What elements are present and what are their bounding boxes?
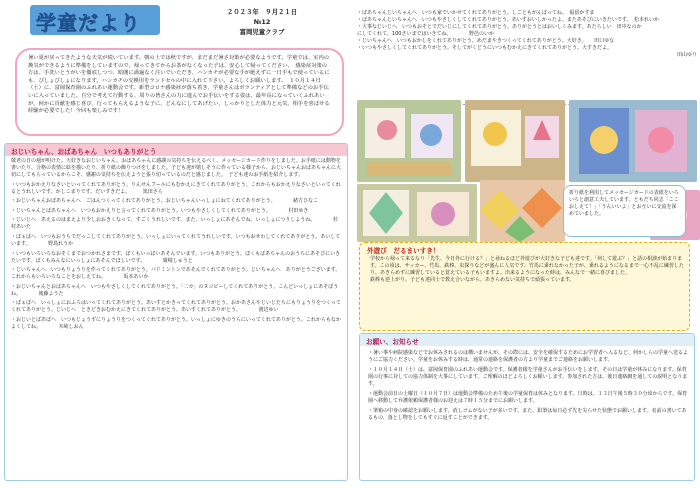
intro-box — [15, 48, 344, 136]
photo-caption — [563, 185, 686, 237]
notices-header — [360, 334, 694, 346]
issue-date: ２０２３年 ９月２１日 — [226, 8, 298, 16]
issue-number: №12 — [253, 18, 271, 26]
message-item: ・おじいとばあばへ いつもじょうずにりょうりをつくってくれてありがとう。いっしょにゆきのうらにいってくれてありがとう。これからもなかよくしてね。 木崎しおん — [11, 316, 341, 330]
message-item: ・じいちゃんとばあちゃんへ いつもおかえりと言ってくれてありがとう。いつもやさしくしてくれてありがとう。 村田ゆき — [11, 207, 309, 214]
photo-pinwheels — [357, 184, 477, 242]
message-line: ・いつもやさしくしてくれてありがとう。そしてがくどうにいつもむかえにきてくれてありがとう。大すきだよ。 — [357, 45, 613, 51]
notice-item: ・運動会前日の土曜日（１０月７日）は運動会準備のため午後の学童保育は休みとなります。日時は、１３日午後５時３０分頃からです。保育園へ移動して弁護依頼保護者様のお迎えは７時１５分までにお願いします。 — [368, 391, 688, 404]
outdoor-play-title: 外遊び だるまいすき！ — [367, 247, 440, 255]
notices-heading: お願い、お知らせ — [366, 337, 419, 346]
photo-origami — [480, 180, 565, 242]
photo-cards — [569, 100, 697, 182]
intro-text: 暑い夏が戻ってきたような天気が続いています。朝の上では秋ですが、まだまだ暑さ対策が必要なようです。学童では、室内の換気ができるように準備をしていますので、帰ってきてからお茶がなくなった子は、安心して帰ってください。 感染症対策の方は、手洗いとうがいを徹底しつつ、暗闇に満遍なく注いでいただき、ハンカチが必要な手が絶えずに一日手もで使っているにも、びしょびしょになります。ハンカチの交換用をランドセルの中に入れて下さい。よろしくお願いします。 １０月１４日（土）に、富岡保育園のふれあい運動会です。新型コロナ感染症が落ち着き、学童さんはボランティアとして準備などのお手伝いに入っていました。自分で考えて行動する、周りの皆さんの力に進んでお手伝いをする姿は、最年長になっていくふれあいが、何かに貢献を感じ喜び、行ってもらえるような子に、どんなにしてあげたい、しっかりとした体力と元気、相手を喜ばせる経験が必要でした！今回も楽しみです！ — [28, 55, 330, 115]
message-line: ・ばあちゃんじいちゃんへ いつも家でいかせてくれてありがとう。しごともがんばってね。 福留かすま — [357, 10, 595, 16]
outdoor-play-body: 学校から帰って来るなり「先生、今日外に行ける？」と尋ねるほど外遊びが大好きな子ども達です。「何して遊ぶ？」と話の相談が始まります。この頃は、サッカー、竹馬、鉄棒、虫探りなどが盛んに人気です。竹馬に乗れなかった子が、乗れるようになるまで一心不乱に練習したり、あきらめずに練習していると覚えている子もいますよ。出来るようになった時は、みんなで一緒に喜びました。 鉄棒も逆上がり、子ども達同士で教え合いながら、あきらめない気持ちで頑張っています。 — [370, 256, 684, 283]
grandparents-section — [4, 143, 348, 481]
notice-item: ・１０月１４日（土）は、富岡保育園のふれあい運動会です。保護者様を学童さんがお手伝いをします。その日は学童が休みになります。保育園の行事に対しての協力体制を大事にしています。ご理解のほどよろしくお願いします。参加された方は、後日連絡網を通しての説明となります。 — [368, 367, 688, 387]
message-item: ・いつもおかえりなさいといってくれてありがとう。りんせんフールにもむかえにきてくれてありがとう。これからもおかえりなさいといってくれるとうれしいです。かしこまりです。だいすきだよ。 篤田さら — [11, 181, 341, 195]
photo-origami-image — [480, 180, 565, 242]
issue-info — [212, 7, 312, 37]
message-line: にしてくれて、100さいまではいきてね。 野邑のいか — [357, 31, 494, 37]
masthead-logo — [30, 5, 160, 35]
section-header — [5, 144, 347, 156]
message-item: ・ばぁばへ いっしょにおふろはいってくれてありがとう。あいすとかきってくれてありがとう。おかあさんやじいじたちにもりょうりをつくってくれてありがとう。じいじへ ときどきおむかえにきてくれてありがとう。あいすくれてありがとう。 渡辺ゆい — [11, 300, 341, 314]
message-item: ・ばぁばへ いつもおうちでだっこしてくれてありがとう。いっしょにいってくれてうれしいです。いつもおせわしてくれてありがとう。あいしています。 野島れうか — [11, 233, 341, 247]
photo-crafts-1 — [357, 100, 461, 182]
photo-crafts-2-image — [465, 100, 565, 182]
message-line: ・大事なじいじへ いつもおそとでだいじにしてくれてありがとう。ありがとうとはおいしくみます。あたらしい 田中なのか — [357, 24, 642, 30]
notice-item: ・暑い事や病院感染などでお休みされるのは構いませんが、その際には、安全を確保するためにお学習者へ入るなど、何かしらの学童へ送るようにご協力ください。学童をお休みする時は、通常の連絡を保護者の方より学童までご連絡をお願いします。 — [368, 350, 689, 363]
message-item: ・いつもいろいろなおそくまでおつかれさまです。ぼくもいっぱいあそんでいます。いつもありがとう。ぼくもばあちゃんのおうちにあそびにいきたいです。ぼくもみんなにいっしょにあそんでほしいです。 廣崎しゅうと — [11, 250, 341, 264]
club-name: 富岡児童クラブ — [239, 28, 285, 36]
message-item: ・おじいちゃんとおばあちゃんへ いつもやさしくしてくれてありがとう。「二カ」のヌコピーしてくれてありがとう。こんどいっしょにあそぼうね。 後藤ようた — [11, 283, 339, 297]
lead-paragraph: 敬老の日の週が明けた。大好きなおじいちゃん、おばあちゃんに感謝の気持ちを伝えるべく、メッセージカード作りをしました。お手紙には動物を書いたり、合格の表情に絵を描いたり、折り紙の飾りつけをしました。子ども達が嬉しそうに作っている様子から、おじいちゃんおばあちゃんに大切にしてもらっているからこそ、感謝の気持ちを伝えようと張り切っているのだと感じました。 子ども達のお手紙を紹介します。 — [11, 158, 342, 178]
photo-crafts-1-image — [357, 100, 461, 182]
newsletter-title: 学童だより — [36, 11, 141, 35]
caption-text: 折り紙を利用してメッセージカードの表紙をいろいろと創意工夫しています。ともだち同志「ここおしえて！」「うんいいよ」とお互いに交流を深めていました。 — [569, 190, 679, 217]
message-line: ・ばあちゃんじいちゃんへ いつもやさしくしてくれてありがとう。あいすおいしかったよ。またあそびにいきたいです。 松本れいか — [357, 17, 660, 23]
message-line: 田山ゆり — [676, 52, 697, 58]
section-heading: おじいちゃん、おばあちゃん いつもありがとう — [11, 147, 157, 156]
message-line: ・じいちゃんへ いつもおかしをくれてありがとう。めだまやきつくってくれてありがとう。大好き。 田口ゆな — [357, 38, 615, 44]
notices-section — [359, 333, 695, 481]
message-item: ・おじいちゃんおばあちゃんへ ごはんつくってくれてありがとう。おじいちゃんいっしょにねてくれてありがとう。 緒方ひなこ — [11, 198, 319, 205]
photo-cards-image — [569, 100, 697, 182]
section-body — [11, 158, 341, 334]
outdoor-play-section — [359, 242, 690, 331]
photo-crafts-2 — [465, 100, 565, 182]
message-item: ・じいちゃんへ いつもりょうりを作ってくれてありがとう。バドミントンであそんでくれてありがとう。じいちゃんへ ありがとうございます。これからもいろいろなことをおしえてね。 坂本あいか — [11, 267, 341, 281]
message-item: ・じいじへ あえるのはまえより少しおおきくなって、すごくうれしいです。また、いっしょにあそんでね。いっしょにつりしようね。 杉村あいた — [11, 217, 338, 231]
notices-body — [368, 350, 690, 425]
messages-continued — [357, 10, 697, 105]
notice-item: ・筆箱の中身の確認をお願いします。消しゴムがない子が多いです。また、鉛筆は毎日必ず先を尖らせた状態でお願いします。名前の書いてあるもの、落とし物をしてもすぐに返すことができます。 — [368, 408, 687, 421]
photo-pinwheels-image — [357, 184, 477, 242]
